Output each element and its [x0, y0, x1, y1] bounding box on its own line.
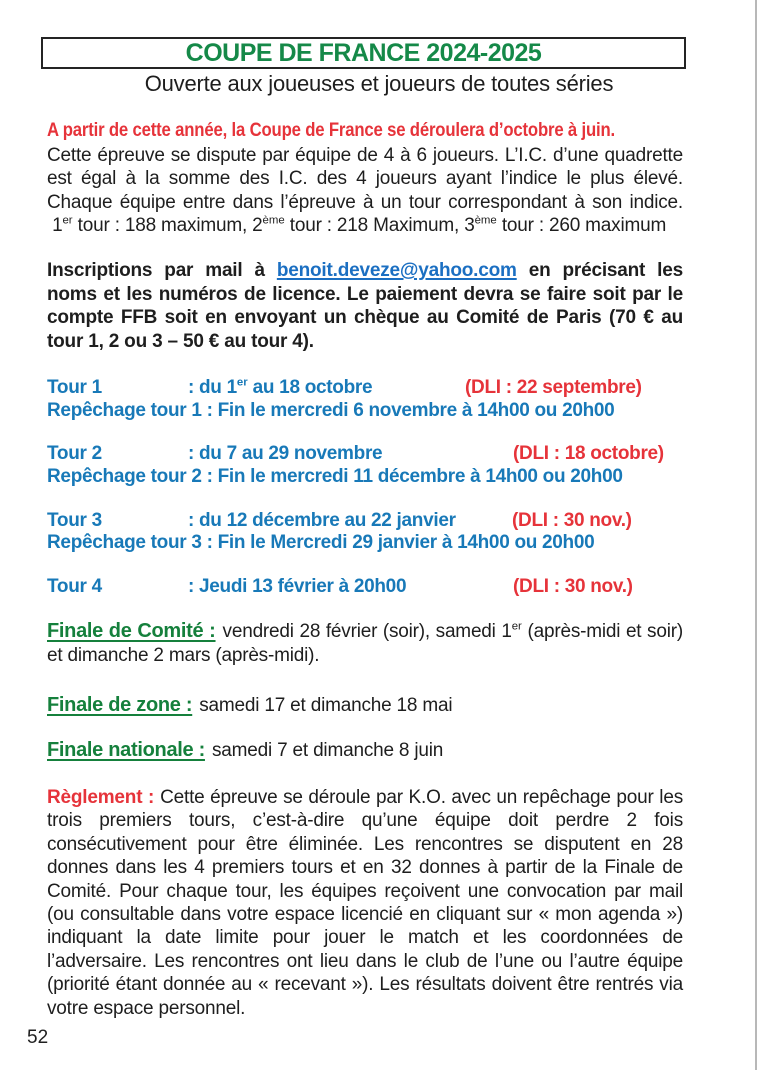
- title-box: [41, 37, 686, 69]
- superscript-eme: ème: [262, 214, 285, 227]
- reglement-section: [47, 786, 683, 1020]
- intro-paragraph-text-1: Cette épreuve se dispute par équipe de 4 à 6 joueurs. L’I.C. d’une quadrette est égal à la somme des I.C. des 4 joueurs ayant l’indice le plus élevé. Chaque équipe entre dans l’épreuve à un tour correspondant à son indice. 1: [47, 145, 683, 236]
- tour-4-label: Tour 4: [47, 576, 102, 597]
- intro-paragraph-text-4: tour : 260 maximum: [496, 214, 667, 236]
- tour-3-row: [47, 510, 683, 532]
- tour-3-date-text: : du 12 décembre au 22 janvier: [188, 510, 456, 531]
- tour-1-deadline: (DLI : 22 septembre): [465, 377, 642, 398]
- reglement-heading: Règlement :: [47, 787, 155, 808]
- intro-highlight: A partir de cette année, la Coupe de France se déroulera d’octobre à juin.: [47, 120, 615, 141]
- tour-2-repechage: Repêchage tour 2 : Fin le mercredi 11 décembre à 14h00 ou 20h00: [47, 466, 623, 487]
- finale-comite-section: [47, 620, 683, 667]
- finale-zone-dates: [199, 695, 452, 716]
- superscript-er: er: [236, 376, 248, 389]
- superscript-er: er: [62, 214, 73, 227]
- finale-comite-dates-text-2: (après-midi et soir) et dimanche 2 mars (après-midi).: [47, 621, 683, 666]
- reglement-body: Cette épreuve se déroule par K.O. avec un repêchage pour les trois premiers tours, c’est-à-dire qu’une équipe doit perdre 2 fois consécutivement pour être éliminée. Les rencontres se disputent en 28 donnes dans les 4 premiers tours et en 32 donnes à partir de la Finale de Comité. Pour chaque tour, les équipes reçoivent une convocation par mail (ou consultable dans votre espace licencié en cliquant sur « mon agenda ») indiquant la date limite pour jouer le match et les coordonnées de l’adversaire. Les rencontres ont lieu dans le club de l’une ou l’autre équipe (priorité étant donnée au « recevant »). Les résultats doivent être rentrés via votre espace personnel.: [47, 787, 683, 1019]
- registration-paragraph: [47, 259, 683, 353]
- tour-4-row: [47, 576, 683, 598]
- finale-comite-dates-text: vendredi 28 février (soir), samedi 1: [222, 621, 512, 642]
- tour-2-deadline: (DLI : 18 octobre): [513, 443, 664, 464]
- tour-3-repechage: Repêchage tour 3 : Fin le Mercredi 29 janvier à 14h00 ou 20h00: [47, 532, 595, 553]
- page-title: COUPE DE FRANCE 2024-2025: [185, 38, 542, 67]
- tour-2-label: Tour 2: [47, 443, 102, 464]
- superscript-er: er: [511, 620, 522, 633]
- tour-1-label: Tour 1: [47, 377, 102, 398]
- tour-1-date-text-2: au 18 octobre: [247, 377, 373, 398]
- tour-4-date-text: : Jeudi 13 février à 20h00: [188, 576, 407, 597]
- tour-1-date-text: : du 1: [188, 377, 237, 398]
- finale-zone-dates-text: samedi 17 et dimanche 18 mai: [199, 695, 453, 716]
- finale-nationale-heading: Finale nationale :: [47, 739, 205, 761]
- finale-zone-section: [47, 694, 683, 718]
- email-link[interactable]: benoit.deveze@yahoo.com: [276, 260, 517, 281]
- registration-text-1: Inscriptions par mail à: [47, 260, 277, 281]
- finale-comite-heading: Finale de Comité :: [47, 620, 216, 642]
- intro-paragraph: [47, 144, 683, 237]
- tour-4-dates: [188, 576, 406, 598]
- finale-nationale-dates-text: samedi 7 et dimanche 8 juin: [211, 740, 444, 761]
- tour-1-dates: [188, 377, 372, 399]
- finale-nationale-section: [47, 739, 683, 763]
- subtitle: Ouverte aux joueuses et joueurs de toutes séries: [144, 71, 614, 96]
- superscript-eme: ème: [474, 214, 497, 227]
- intro-paragraph-text-3: tour : 218 Maximum, 3: [284, 214, 475, 236]
- tour-2-date-text: : du 7 au 29 novembre: [188, 443, 383, 464]
- finale-nationale-dates: [212, 740, 443, 761]
- tour-2-dates: [188, 443, 382, 465]
- tour-3-deadline: (DLI : 30 nov.): [512, 510, 632, 531]
- registration-text-2: en précisant les noms et les numéros de licence. Le paiement devra se faire soit par le compte FFB soit en envoyant un chèque au Comité de Paris (70 € au tour 1, 2 ou 3 – 50 € au tour 4).: [47, 260, 683, 352]
- tour-1-repechage: Repêchage tour 1 : Fin le mercredi 6 novembre à 14h00 ou 20h00: [47, 400, 615, 421]
- tour-1-row: [47, 377, 683, 399]
- finale-zone-heading: Finale de zone :: [47, 694, 193, 716]
- tour-3-dates: [188, 510, 456, 532]
- page-number: 52: [27, 1027, 49, 1048]
- tour-3-label: Tour 3: [47, 510, 102, 531]
- tour-2-row: [47, 443, 683, 465]
- intro-paragraph-text-2: tour : 188 maximum, 2: [72, 214, 263, 236]
- scan-edge-line: [755, 0, 757, 1070]
- tour-4-deadline: (DLI : 30 nov.): [513, 576, 633, 597]
